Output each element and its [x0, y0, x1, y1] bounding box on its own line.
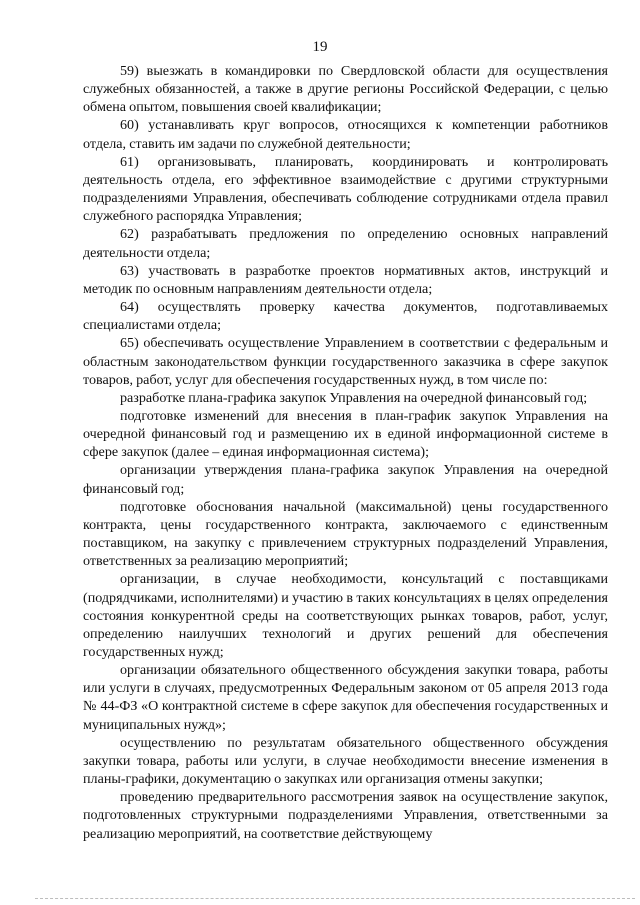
subitem-plan-schedule-approval: организации утверждения плана-графика закупок Управления на очередной финансовый год;	[83, 462, 608, 497]
subitem-discussion-results: осуществлению по результатам обязательного общественного обсуждения закупки товара, работы или услуги, в случае необходимости внесение изменения в планы-графики, документацию о закупках или организация отмены закупки;	[83, 734, 608, 788]
paragraph-60: 60) устанавливать круг вопросов, относящихся к компетенции работников отдела, ставить им задачи по служебной деятельности;	[83, 117, 608, 152]
paragraph-59: 59) выезжать в командировки по Свердловской области для осуществления служебных обязанностей, а также в другие регионы Российской Федерации, с целью обмена опытом, повышения своей квалификации;	[83, 63, 608, 116]
subitem-preliminary-review: проведению предварительного рассмотрения заявок на осуществление закупок, подготовленных структурными подразделениями Управления, ответственными за реализацию мероприятий, на соответствие действующему	[83, 789, 608, 842]
paragraph-61: 61) организовывать, планировать, координировать и контролировать деятельность отдела, его эффективное взаимодействие с другими структурными подразделениями Управления, обеспечивать соблюдение сотрудниками отдела правил служебного распорядка Управления;	[83, 153, 608, 225]
subitem-supplier-consultations: организации, в случае необходимости, консультаций с поставщиками (подрядчиками, исполнителями) и участию в таких консультациях в целях определения состояния конкурентной среды на соответствующих рынках товаров, работ, услуг, определению наилучших технологий и других решений для обеспечения государственных нужд;	[83, 571, 608, 660]
scan-bottom-edge	[35, 898, 635, 899]
paragraph-65: 65) обеспечивать осуществление Управлением в соответствии с федеральным и областным законодательством функции государственного заказчика в сфере закупок товаров, работ, услуг для обеспечения государственных нужд, в том числе по:	[83, 335, 608, 388]
page-number: 19	[312, 39, 328, 55]
subitem-plan-schedule-development: разработке плана-графика закупок Управления на очередной финансовый год;	[120, 389, 588, 406]
paragraph-63: 63) участвовать в разработке проектов нормативных актов, инструкций и методик по основным направлениям деятельности отдела;	[83, 262, 608, 297]
paragraph-64: 64) осуществлять проверку качества документов, подготавливаемых специалистами отдела;	[83, 299, 608, 334]
document-body	[83, 62, 608, 843]
subitem-public-discussion: организации обязательного общественного обсуждения закупки товара, работы или услуги в случаях, предусмотренных Федеральным законом от 05 апреля 2013 года № 44-ФЗ «О контрактной системе в сфере закупок для обеспечения государственных и муниципальных нужд»;	[83, 662, 608, 733]
subitem-price-justification: подготовке обоснования начальной (максимальной) цены государственного контракта, цены государственного контракта, заключаемого с единственным поставщиком, на закупку с привлечением структурных подразделений Управления, ответственных за реализацию мероприятий;	[83, 498, 608, 570]
paragraph-62: 62) разрабатывать предложения по определению основных направлений деятельности отдела;	[83, 226, 608, 261]
subitem-plan-schedule-changes: подготовке изменений для внесения в план-график закупок Управления на очередной финансовый год и размещению их в единой информационной системе в сфере закупок (далее – единая информационная система);	[83, 407, 608, 461]
